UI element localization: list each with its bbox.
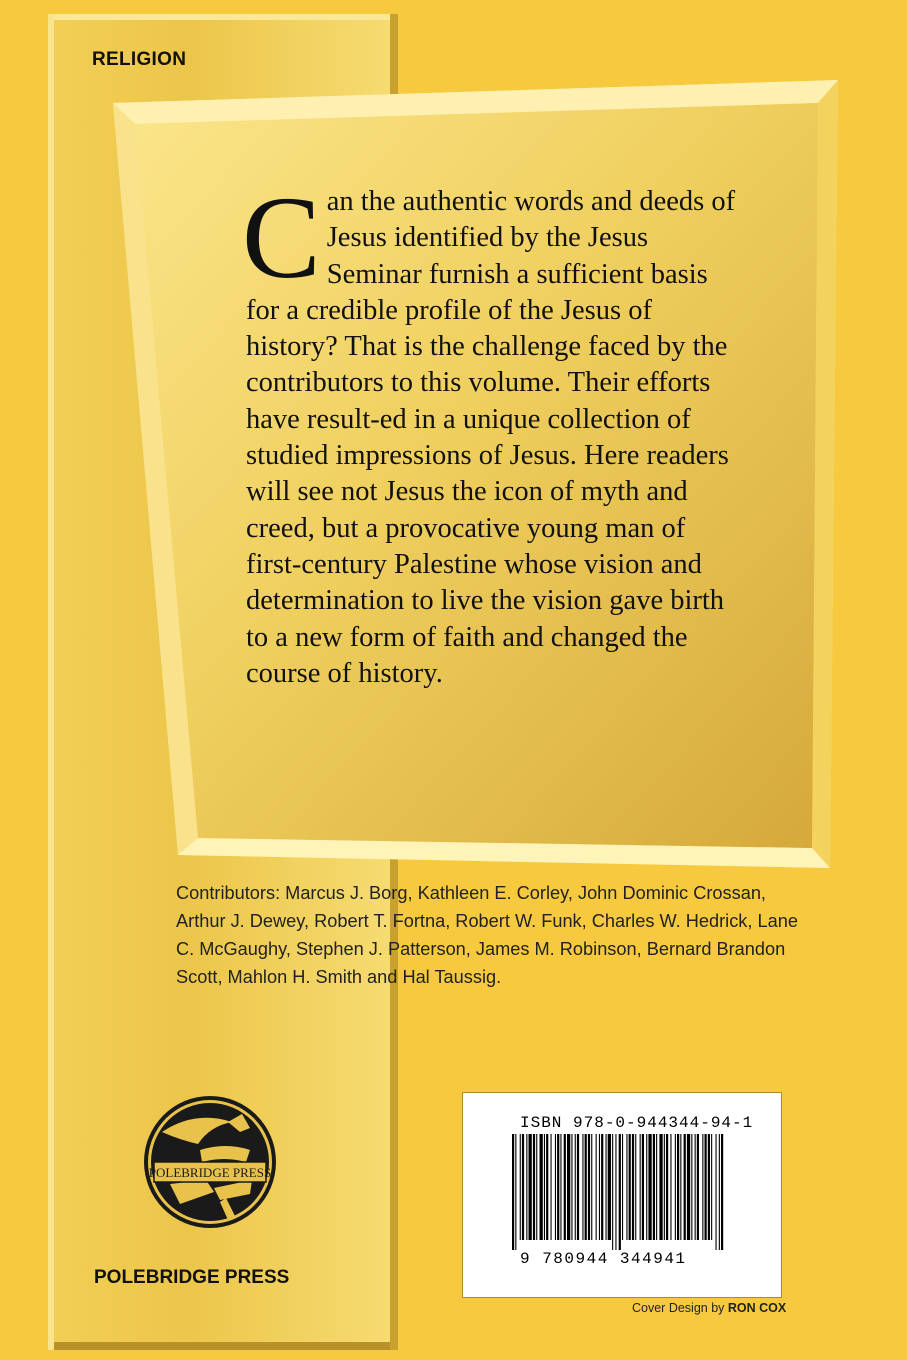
barcode-bar [719, 1134, 720, 1250]
barcode-digits: 9 780944 344941 [520, 1250, 687, 1268]
barcode-bar [666, 1134, 668, 1240]
blurb-body: an the authentic words and deeds of Jesus identified by the Jesus Seminar furnish a sufficient basis for a credible profile of the Jesus of history? That is the challenge faced by the contributors to this volume. Their efforts have result-ed in a unique collection of studied impressions of Jesus. Here readers will see not Jesus the icon of myth and creed, but a provocative young man of first-century Palestine whose vision and determination to live the vision gave birth to a new form of faith and changed the course of history. [246, 186, 736, 689]
barcode-bar [656, 1134, 657, 1240]
barcode-bar [571, 1134, 572, 1240]
cover-design-credit [632, 1301, 786, 1315]
barcode-bar [626, 1134, 627, 1240]
barcode-bar [585, 1134, 587, 1240]
barcode-bar [551, 1134, 552, 1240]
barcode-bar [632, 1134, 634, 1240]
barcode-bar [629, 1134, 631, 1240]
barcode-bar [684, 1134, 686, 1240]
barcode-bar [515, 1134, 516, 1250]
barcode-bar [670, 1134, 671, 1240]
seal-text: POLEBRIDGE PRESS [148, 1165, 272, 1180]
barcode-bar [635, 1134, 636, 1240]
barcode-bar [687, 1134, 690, 1240]
barcode-bar [615, 1134, 616, 1250]
barcode-bar [591, 1134, 592, 1240]
barcode-bar [608, 1134, 611, 1240]
barcode-bar [606, 1134, 607, 1240]
barcode-bar [577, 1134, 579, 1240]
barcode-bar [711, 1134, 712, 1240]
barcode-bar [512, 1134, 514, 1250]
barcode-bar [653, 1134, 655, 1240]
barcode-bar [675, 1134, 676, 1240]
barcode-bar [588, 1134, 590, 1240]
barcode-bar [640, 1134, 641, 1240]
barcode-bar [564, 1134, 566, 1240]
barcode-bar [612, 1134, 613, 1250]
barcode-bar [680, 1134, 681, 1240]
barcode-bar [560, 1134, 561, 1240]
barcode-bar [522, 1134, 524, 1240]
barcode-bar [659, 1134, 662, 1240]
contributors-list: Contributors: Marcus J. Borg, Kathleen E. Corley, John Dominic Crossan, Arthur J. Dewey, Robert T. Fortna, Robert W. Funk, Charles W. Hedrick, Lane C. McGaughy, Stephen J. Patterson, James M. Robinson, Bernard Brandon Scott, Mahlon H. Smith and Hal Taussig. [176, 883, 798, 987]
barcode-bar [697, 1134, 699, 1240]
barcode-bar [705, 1134, 707, 1240]
barcode-bar [716, 1134, 717, 1250]
barcode-bar [664, 1134, 665, 1240]
barcode-bar [601, 1134, 603, 1240]
barcode-bar [642, 1134, 644, 1240]
isbn-label: ISBN 978-0-944344-94-1 [520, 1114, 754, 1132]
publisher-seal-logo [140, 1092, 280, 1232]
barcode-bar [582, 1134, 583, 1240]
barcode-bar [546, 1134, 548, 1240]
credit-name: RON COX [727, 1301, 787, 1315]
barcode-bar [529, 1134, 532, 1240]
barcode-bar [544, 1134, 545, 1240]
barcode-graphic [510, 1134, 726, 1250]
publisher-name: POLEBRIDGE PRESS [94, 1267, 290, 1288]
barcode-bar [695, 1134, 696, 1240]
barcode-bar [536, 1134, 537, 1240]
barcode-bar [721, 1134, 723, 1250]
barcode-bar [567, 1134, 570, 1240]
credit-prefix: Cover Design by [632, 1301, 725, 1315]
barcode-bar [648, 1134, 651, 1240]
barcode-bar [557, 1134, 559, 1240]
barcode-bar [520, 1134, 521, 1240]
barcode-bar [646, 1134, 647, 1240]
blurb-text [242, 172, 736, 692]
barcode-bar [619, 1134, 621, 1250]
barcode-bar [575, 1134, 576, 1240]
category-label: RELIGION [92, 49, 187, 70]
barcode-bar [708, 1134, 710, 1240]
barcode-bar [622, 1134, 623, 1240]
blurb-dropcap: C [242, 172, 321, 303]
barcode-bar [555, 1134, 556, 1240]
barcode-bar [677, 1134, 679, 1240]
barcode-bar [540, 1134, 543, 1240]
barcode-bar [596, 1134, 597, 1240]
barcode-bar [533, 1134, 535, 1240]
barcode-bar [526, 1134, 527, 1240]
barcode-bar [702, 1134, 703, 1240]
barcode-bar [599, 1134, 600, 1240]
barcode-bar [691, 1134, 692, 1240]
